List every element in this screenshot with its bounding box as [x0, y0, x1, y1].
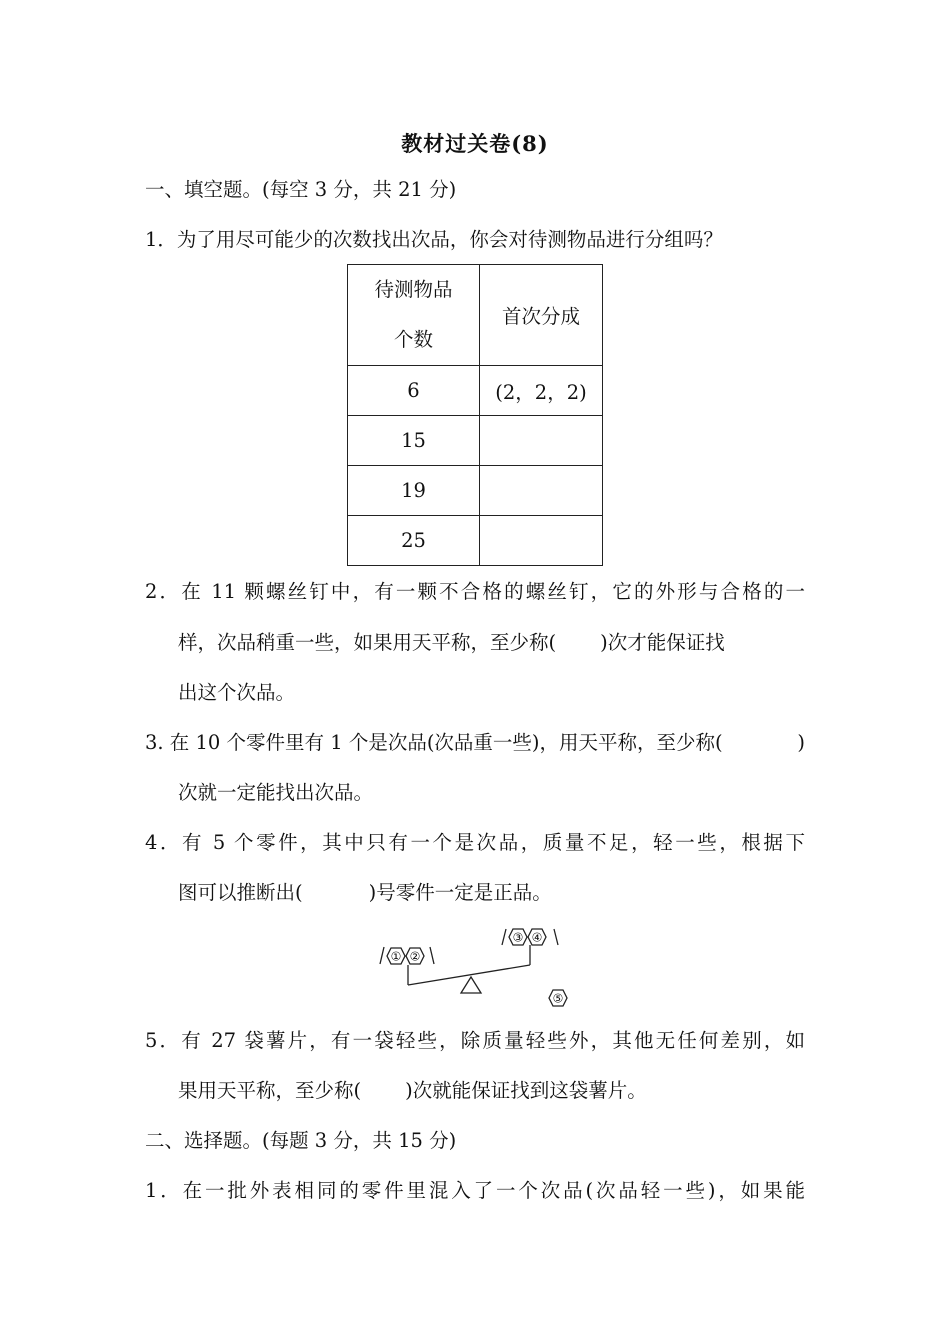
section1-heading: 一、填空题。(每空 3 分，共 21 分): [145, 178, 457, 201]
page-title: 教材过关卷(8): [401, 131, 549, 156]
q1-text: 1．为了用尽可能少的次数找出次品，你会对待测物品进行分组吗？: [145, 228, 723, 251]
section2-heading: 二、选择题。(每题 3 分，共 15 分): [145, 1129, 457, 1152]
part-5-label: ⑤: [552, 991, 564, 1006]
cell-count: 25: [348, 516, 480, 566]
s2-q1-line1: 1．在一批外表相同的零件里混入了一个次品(次品轻一些)，如果能: [145, 1179, 805, 1202]
table-row: [348, 366, 603, 416]
cell-split-blank[interactable]: [480, 466, 603, 516]
grouping-table: [347, 264, 603, 566]
cell-split: (2，2，2): [480, 366, 603, 416]
q2-line2: 样，次品稍重一些，如果用天平称，至少称( )次才能保证找: [178, 631, 725, 654]
q2-line3: 出这个次品。: [178, 681, 296, 704]
header-count: 待测物品 个数: [348, 265, 480, 366]
table-row: [348, 466, 603, 516]
header-split: 首次分成: [480, 265, 603, 366]
q5-line1: 5．有 27 袋薯片，有一袋轻些，除质量轻些外，其他无任何差别，如: [145, 1029, 805, 1052]
q3-line2: 次就一定能找出次品。: [178, 781, 374, 804]
table-row: [348, 416, 603, 466]
part-2-label: ②: [409, 949, 421, 964]
q2-line1: 2．在 11 颗螺丝钉中，有一颗不合格的螺丝钉，它的外形与合格的一: [145, 580, 805, 603]
part-1-label: ①: [390, 949, 402, 964]
q5-line2: 果用天平称，至少称( )次就能保证找到这袋薯片。: [178, 1079, 647, 1102]
part-3-label: ③: [512, 930, 524, 945]
cell-split-blank[interactable]: [480, 416, 603, 466]
cell-split-blank[interactable]: [480, 516, 603, 566]
q3-answer-blank[interactable]: [723, 729, 798, 757]
q4-line2: 图可以推断出( )号零件一定是正品。: [178, 881, 552, 904]
cell-count: 19: [348, 466, 480, 516]
part-4-label: ④: [531, 930, 543, 945]
cell-count: 6: [348, 366, 480, 416]
cell-count: 15: [348, 416, 480, 466]
table-row: [348, 516, 603, 566]
q3-line1: 3. 在 10 个零件里有 1 个是次品(次品重一些)，用天平称，至少称( ): [145, 729, 805, 757]
q4-line1: 4．有 5 个零件，其中只有一个是次品，质量不足，轻一些，根据下: [145, 831, 805, 854]
balance-scale-figure: [370, 920, 580, 1012]
